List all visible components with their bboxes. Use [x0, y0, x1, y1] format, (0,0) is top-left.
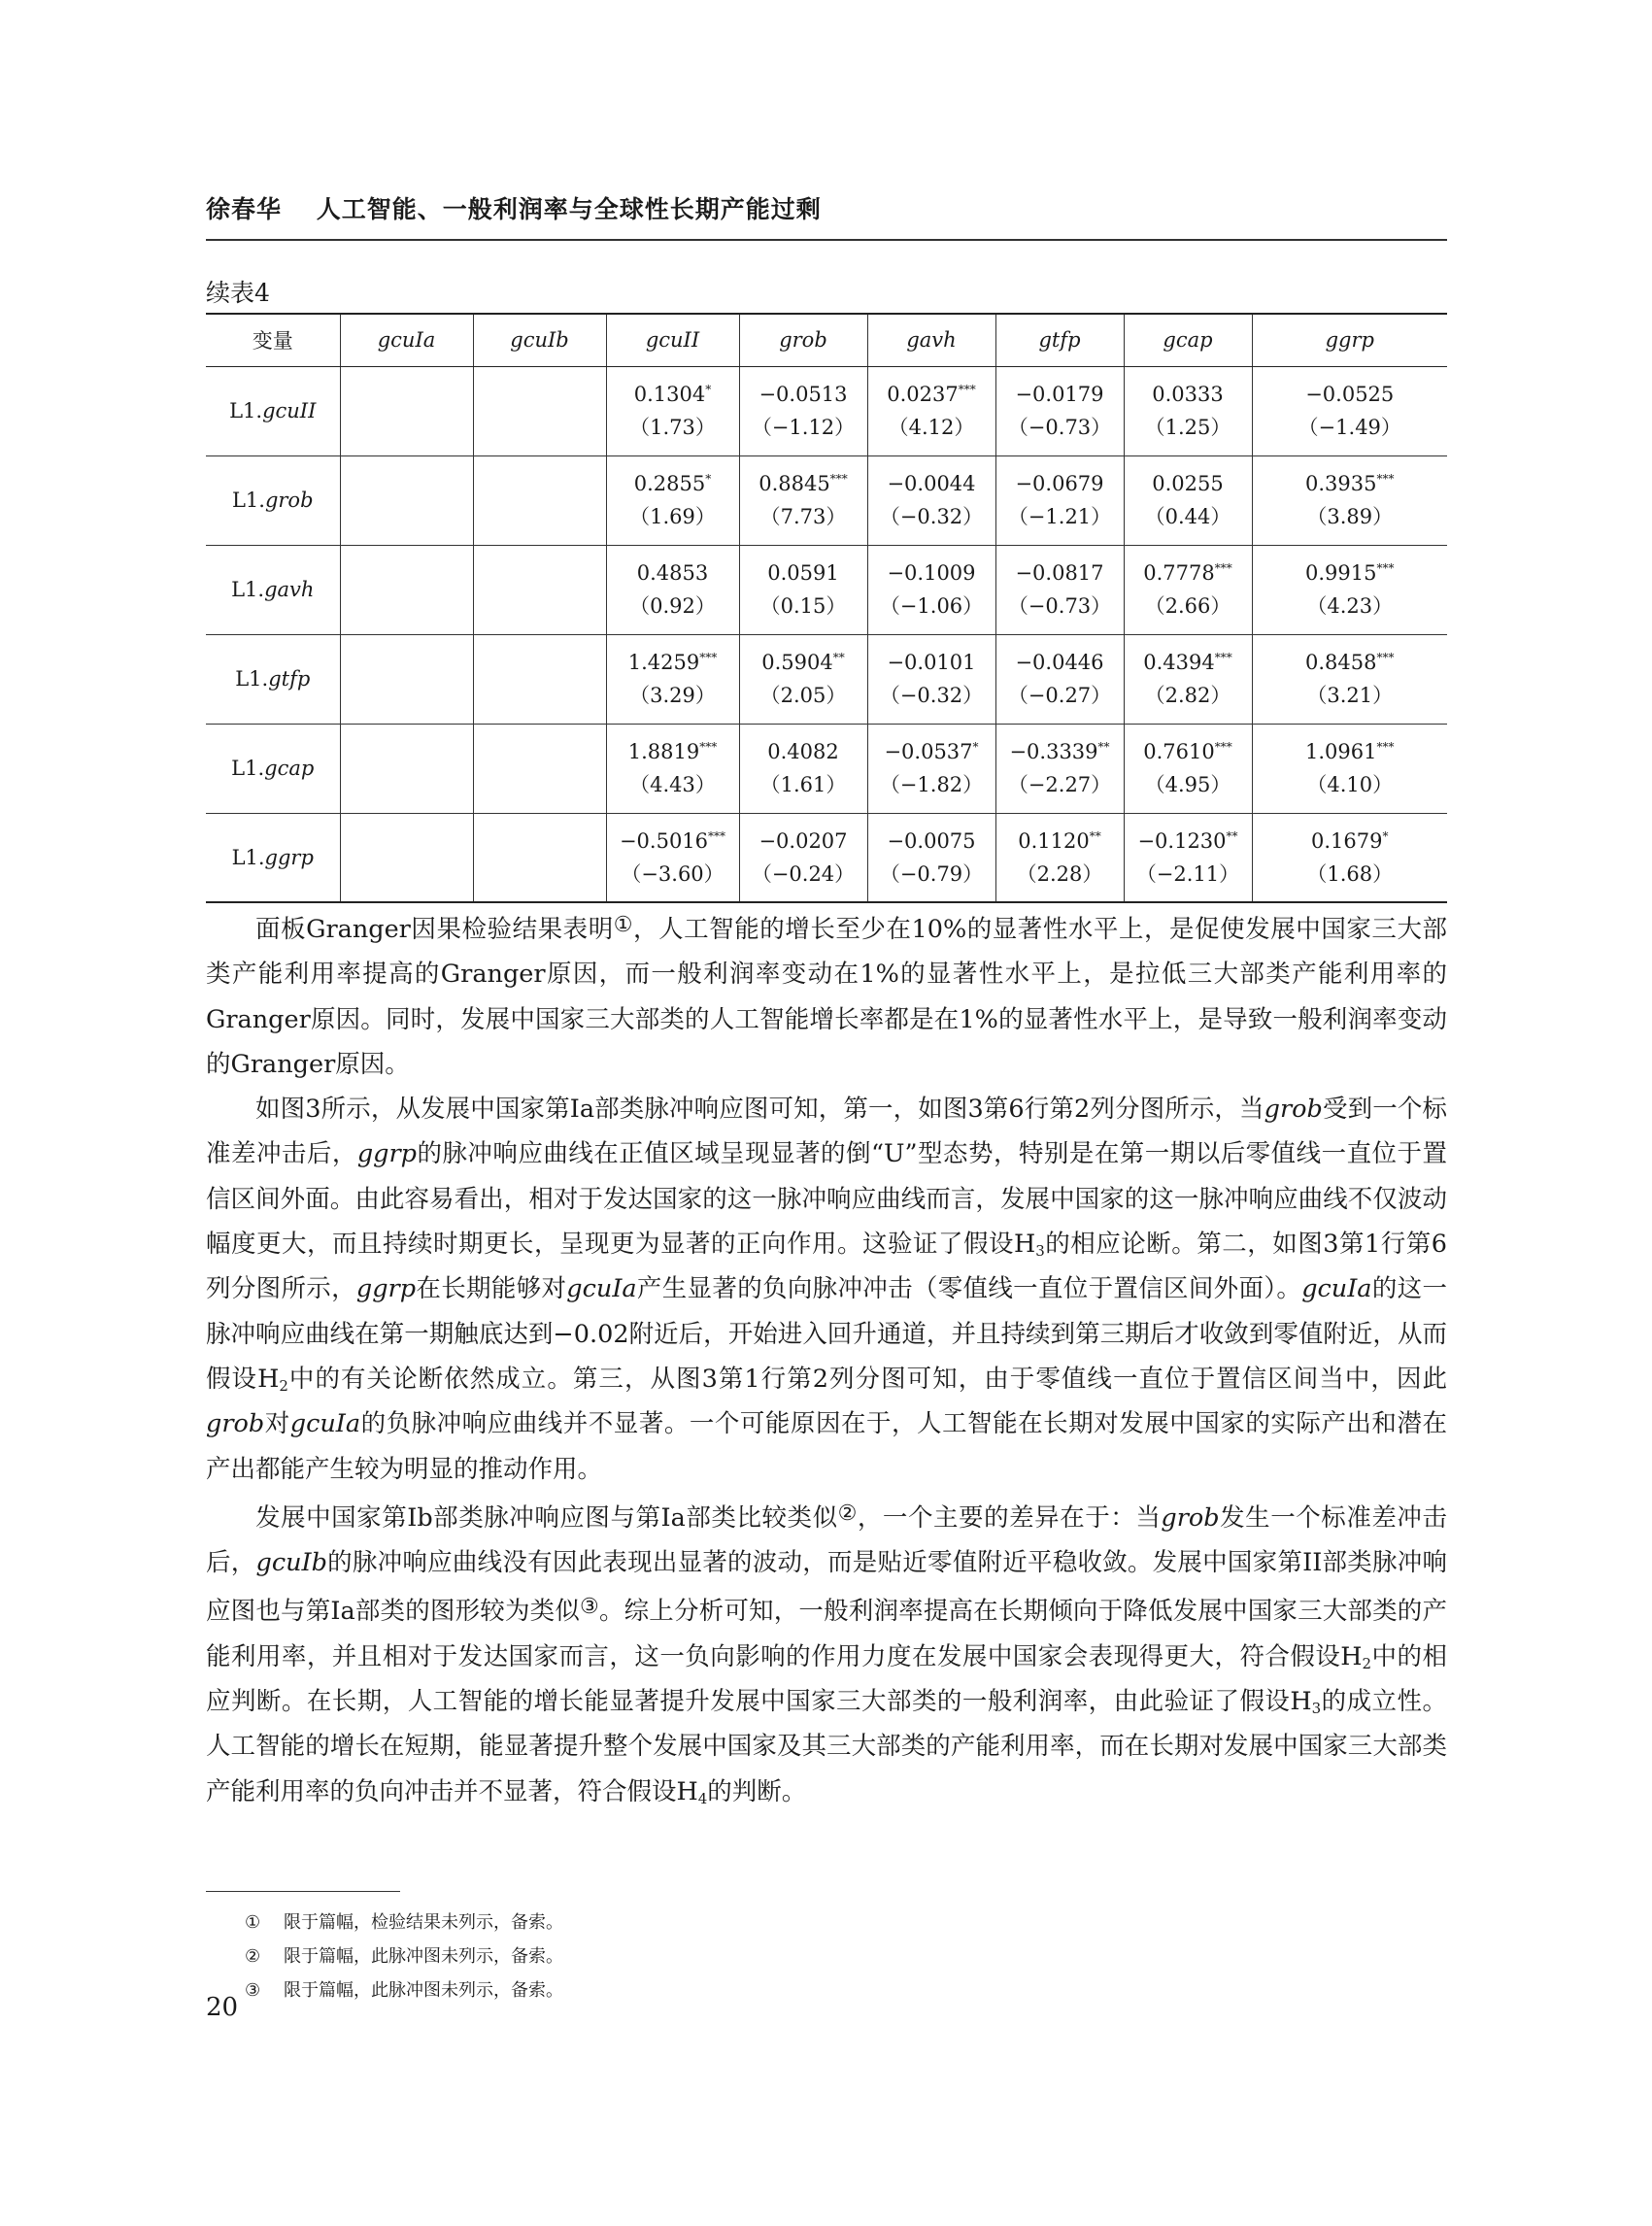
coefficient: −0.5016***: [619, 828, 726, 853]
coefficient: 0.8845***: [759, 472, 848, 495]
significance-stars: ***: [829, 472, 848, 486]
table-cell: [473, 545, 606, 634]
t-statistic: （−0.79）: [879, 861, 984, 886]
regression-table: [206, 313, 1447, 903]
coefficient: 1.8819***: [627, 740, 718, 763]
row-label: L1.gavh: [206, 545, 340, 634]
table-row: [206, 813, 1447, 902]
table-cell: [995, 813, 1124, 902]
table-cell: [473, 634, 606, 724]
table-cell: [1252, 455, 1447, 545]
significance-stars: ***: [1214, 561, 1232, 575]
row-label-text: L1.: [231, 845, 265, 869]
coefficient: −0.3339**: [1009, 740, 1110, 763]
table-cell: [867, 455, 995, 545]
row-label: L1.ggrp: [206, 813, 340, 902]
t-statistic: （−0.73）: [1007, 416, 1112, 439]
t-statistic: （3.21）: [1306, 684, 1394, 707]
coefficient: 0.4853: [636, 561, 709, 585]
row-label: L1.gtfp: [206, 634, 340, 724]
t-statistic: （0.92）: [629, 594, 716, 618]
t-statistic: （1.25）: [1144, 416, 1231, 439]
row-label: L1.gcuII: [229, 399, 317, 422]
table-cell: [1124, 366, 1252, 455]
table-cell: [1252, 634, 1447, 724]
table-cell: [739, 366, 867, 455]
table-cell: [1124, 813, 1252, 902]
table-cell: [473, 813, 606, 902]
significance-stars: ***: [1376, 561, 1395, 575]
t-statistic: （−1.12）: [751, 416, 856, 439]
coefficient: −0.0525: [1305, 383, 1395, 406]
t-statistic: （1.61）: [759, 773, 847, 796]
paragraph: 面板Granger因果检验结果表明①，人工智能的增长至少在10%的显著性水平上，是促使发展中国家三大部类产能利用率提高的Granger原因，而一般利润率变动在1%的显著性水平上，是拉低三大部类产能利用率的Granger原因。同时，发展中国家三大部类的人工智能增长率都是在1%的显著性水平上，是导致一般利润率变动的Granger原因。: [206, 913, 1447, 1079]
row-label-text: L1.: [231, 578, 265, 601]
table-cell: [473, 455, 606, 545]
t-statistic: （2.05）: [759, 684, 847, 707]
coefficient: 0.1304*: [633, 383, 712, 406]
table-cell: [606, 545, 739, 634]
t-statistic: （7.73）: [759, 505, 847, 528]
t-statistic: （2.28）: [1016, 861, 1103, 886]
table-cell: [340, 813, 473, 902]
coefficient: 0.0591: [767, 561, 839, 585]
table-cell: [340, 366, 473, 455]
table-cell: [995, 634, 1124, 724]
row-label-text: L1.: [231, 757, 265, 780]
column-header: gavh: [867, 314, 995, 366]
row-label-text: L1.: [231, 489, 265, 512]
coefficient: −0.0044: [887, 472, 976, 495]
coefficient: −0.0207: [759, 828, 848, 853]
coefficient: 1.4259***: [627, 651, 718, 674]
coefficient: 0.5904**: [761, 651, 845, 674]
t-statistic: （−0.73）: [1007, 594, 1112, 618]
table-cell: [867, 366, 995, 455]
t-statistic: （−0.32）: [879, 505, 984, 528]
t-statistic: （−3.60）: [621, 861, 725, 886]
coefficient: 0.8458***: [1305, 651, 1395, 674]
table-cell: [739, 545, 867, 634]
t-statistic: （2.66）: [1144, 594, 1231, 618]
table-cell: [739, 634, 867, 724]
page-number: 20: [206, 1993, 239, 2022]
significance-stars: **: [1226, 828, 1238, 843]
t-statistic: （4.43）: [629, 773, 716, 796]
table-row: [206, 634, 1447, 724]
table-cell: [606, 366, 739, 455]
running-head: [206, 190, 1447, 225]
t-statistic: （4.12）: [888, 416, 975, 439]
significance-stars: ***: [699, 740, 718, 754]
column-header: gcuIb: [473, 314, 606, 366]
footnote-ref: ①: [613, 913, 634, 937]
t-statistic: （−0.27）: [1007, 684, 1112, 707]
coefficient: −0.1230**: [1137, 828, 1238, 853]
t-statistic: （1.68）: [1306, 861, 1394, 886]
column-header: gcap: [1124, 314, 1252, 366]
significance-stars: ***: [958, 383, 976, 396]
t-statistic: （3.29）: [629, 684, 716, 707]
table-row: [206, 455, 1447, 545]
table-cell: [867, 634, 995, 724]
coefficient: 0.0333: [1152, 383, 1224, 406]
column-header: grob: [739, 314, 867, 366]
author-name: 徐春华: [206, 195, 283, 223]
significance-stars: ***: [1214, 740, 1232, 754]
footnote-ref: ②: [837, 1501, 858, 1526]
table-cell: [867, 724, 995, 813]
t-statistic: （4.95）: [1144, 773, 1231, 796]
table-cell: [739, 455, 867, 545]
paragraph: 发展中国家第Ib部类脉冲响应图与第Ia部类比较类似②，一个主要的差异在于：当grob发生一个标准差冲击后，gcuIb的脉冲响应曲线没有因此表现出显著的波动，而是贴近零值附近平稳收敛。发展中国家第II部类脉冲响应图也与第Ia部类的图形较为类似③。综上分析可知，一般利润率提高在长期倾向于降低发展中国家三大部类的产能利用率，并且相对于发达国家而言，这一负向影响的作用力度在发展中国家会表现得更大，符合假设$H_2$中的相应判断。在长期，人工智能的增长能显著提升发展中国家三大部类的一般利润率，由此验证了假设$H_3$的成立性。人工智能的增长在短期，能显著提升整个发展中国家及其三大部类的产能利用率，而在长期对发展中国家三大部类产能利用率的负向冲击并不显著，符合假设$H_4$的判断。: [206, 1501, 1447, 1807]
significance-stars: ***: [1214, 651, 1232, 664]
table-cell: [995, 455, 1124, 545]
coefficient: −0.0513: [759, 383, 848, 406]
table-cell: [867, 545, 995, 634]
t-statistic: （−0.24）: [751, 861, 856, 886]
t-statistic: （−1.21）: [1007, 505, 1112, 528]
table-cell: [1124, 724, 1252, 813]
footnote: ① 限于篇幅，检验结果未列示，备索。: [245, 1912, 563, 1933]
table-cell: [473, 724, 606, 813]
table-row: [206, 366, 1447, 455]
table-cell: [1252, 813, 1447, 902]
table-row: [206, 724, 1447, 813]
row-label-text: L1.: [229, 399, 263, 422]
coefficient: 0.1679*: [1311, 828, 1389, 853]
table-cell: [1252, 366, 1447, 455]
coefficient: 0.1120**: [1018, 828, 1101, 853]
coefficient: 0.7610***: [1143, 740, 1232, 763]
significance-stars: ***: [1376, 472, 1395, 486]
significance-stars: *: [972, 740, 979, 754]
table-cell: [739, 813, 867, 902]
coefficient: −0.0446: [1015, 651, 1104, 674]
t-statistic: （−1.06）: [879, 594, 984, 618]
significance-stars: **: [1089, 828, 1101, 843]
footnote: ③ 限于篇幅，此脉冲图未列示，备索。: [245, 1980, 563, 2001]
coefficient: −0.0075: [887, 828, 976, 853]
table-cell: [1252, 724, 1447, 813]
table-cell: [995, 724, 1124, 813]
column-header: ggrp: [1252, 314, 1447, 366]
table-cell: [340, 634, 473, 724]
t-statistic: （1.73）: [629, 416, 716, 439]
t-statistic: （1.69）: [629, 505, 716, 528]
significance-stars: ***: [1376, 740, 1395, 754]
significance-stars: *: [705, 383, 712, 396]
coefficient: −0.1009: [887, 561, 976, 585]
coefficient: −0.0179: [1015, 383, 1104, 406]
table-cell: [606, 724, 739, 813]
table-cell: [606, 455, 739, 545]
t-statistic: （4.10）: [1306, 773, 1394, 796]
footnote-ref: ③: [580, 1595, 599, 1620]
table-cell: [739, 724, 867, 813]
table-header-row: [206, 314, 1447, 366]
table-cell: [340, 724, 473, 813]
coefficient: 0.7778***: [1143, 561, 1232, 585]
t-statistic: （0.44）: [1144, 505, 1231, 528]
table-cell: [1252, 545, 1447, 634]
column-header: gcuII: [606, 314, 739, 366]
table-cell: [606, 634, 739, 724]
table-caption: 续表4: [206, 279, 270, 307]
table-cell: [995, 366, 1124, 455]
article-title: 人工智能、一般利润率与全球性长期产能过剩: [316, 195, 822, 223]
significance-stars: ***: [708, 828, 726, 843]
significance-stars: ***: [699, 651, 718, 664]
t-statistic: （2.82）: [1144, 684, 1231, 707]
table-cell: [1124, 545, 1252, 634]
t-statistic: （−1.82）: [879, 773, 984, 796]
row-label-text: L1.: [235, 667, 269, 691]
t-statistic: （−0.32）: [879, 684, 984, 707]
coefficient: −0.0817: [1015, 561, 1104, 585]
footnote-rule: [206, 1891, 400, 1892]
coefficient: −0.0101: [887, 651, 976, 674]
significance-stars: *: [705, 472, 712, 486]
table-cell: [606, 813, 739, 902]
footnote: ② 限于篇幅，此脉冲图未列示，备索。: [245, 1946, 563, 1967]
table-cell: [1124, 455, 1252, 545]
t-statistic: （−2.11）: [1135, 861, 1240, 886]
paragraph: 如图3所示，从发展中国家第Ia部类脉冲响应图可知，第一，如图3第6行第2列分图所示，当grob受到一个标准差冲击后，ggrp的脉冲响应曲线在正值区域呈现显著的倒“U”型态势，特别是在第一期以后零值线一直位于置信区间外面。由此容易看出，相对于发达国家的这一脉冲响应曲线而言，发展中国家的这一脉冲响应曲线不仅波动幅度更大，而且持续时期更长，呈现更为显著的正向作用。这验证了假设$H_3$的相应论断。第二，如图3第1行第6列分图所示，ggrp在长期能够对gcuIa产生显著的负向脉冲冲击（零值线一直位于置信区间外面）。gcuIa的这一脉冲响应曲线在第一期触底达到−0.02附近后，开始进入回升通道，并且持续到第三期后才收敛到零值附近，从而假设$H_2$中的有关论断依然成立。第三，从图3第1行第2列分图可知，由于零值线一直位于置信区间当中，因此grob对gcuIa的负脉冲响应曲线并不显著。一个可能原因在于，人工智能在长期对发展中国家的实际产出和潜在产出都能产生较为明显的推动作用。: [206, 1095, 1447, 1484]
footnotes: [245, 1906, 563, 2007]
table-cell: [340, 455, 473, 545]
t-statistic: （−2.27）: [1007, 773, 1112, 796]
coefficient: 1.0961***: [1305, 740, 1395, 763]
t-statistic: （3.89）: [1306, 505, 1394, 528]
significance-stars: *: [1382, 828, 1389, 843]
coefficient: 0.4394***: [1143, 651, 1232, 674]
table-row: [206, 545, 1447, 634]
table-cell: [473, 366, 606, 455]
table-cell: [867, 813, 995, 902]
coefficient: 0.0255: [1152, 472, 1224, 495]
significance-stars: **: [1097, 740, 1110, 754]
coefficient: 0.2855*: [633, 472, 712, 495]
coefficient: −0.0537*: [884, 740, 979, 763]
coefficient: 0.3935***: [1305, 472, 1395, 495]
row-label: L1.gcap: [206, 724, 340, 813]
column-header: 变量: [206, 314, 340, 366]
table-cell: [340, 545, 473, 634]
row-label: L1.grob: [206, 455, 340, 545]
header-rule: [206, 239, 1447, 241]
body-text: [206, 903, 1447, 1814]
significance-stars: ***: [1376, 651, 1395, 664]
coefficient: 0.9915***: [1305, 561, 1395, 585]
column-header: gtfp: [995, 314, 1124, 366]
t-statistic: （0.15）: [759, 594, 847, 618]
table-cell: [995, 545, 1124, 634]
coefficient: 0.4082: [767, 740, 839, 763]
coefficient: 0.0237***: [887, 383, 976, 406]
t-statistic: （4.23）: [1306, 594, 1394, 618]
column-header: gcuIa: [340, 314, 473, 366]
table-cell: [1124, 634, 1252, 724]
significance-stars: **: [832, 651, 845, 664]
t-statistic: （−1.49）: [1298, 416, 1401, 439]
coefficient: −0.0679: [1015, 472, 1104, 495]
